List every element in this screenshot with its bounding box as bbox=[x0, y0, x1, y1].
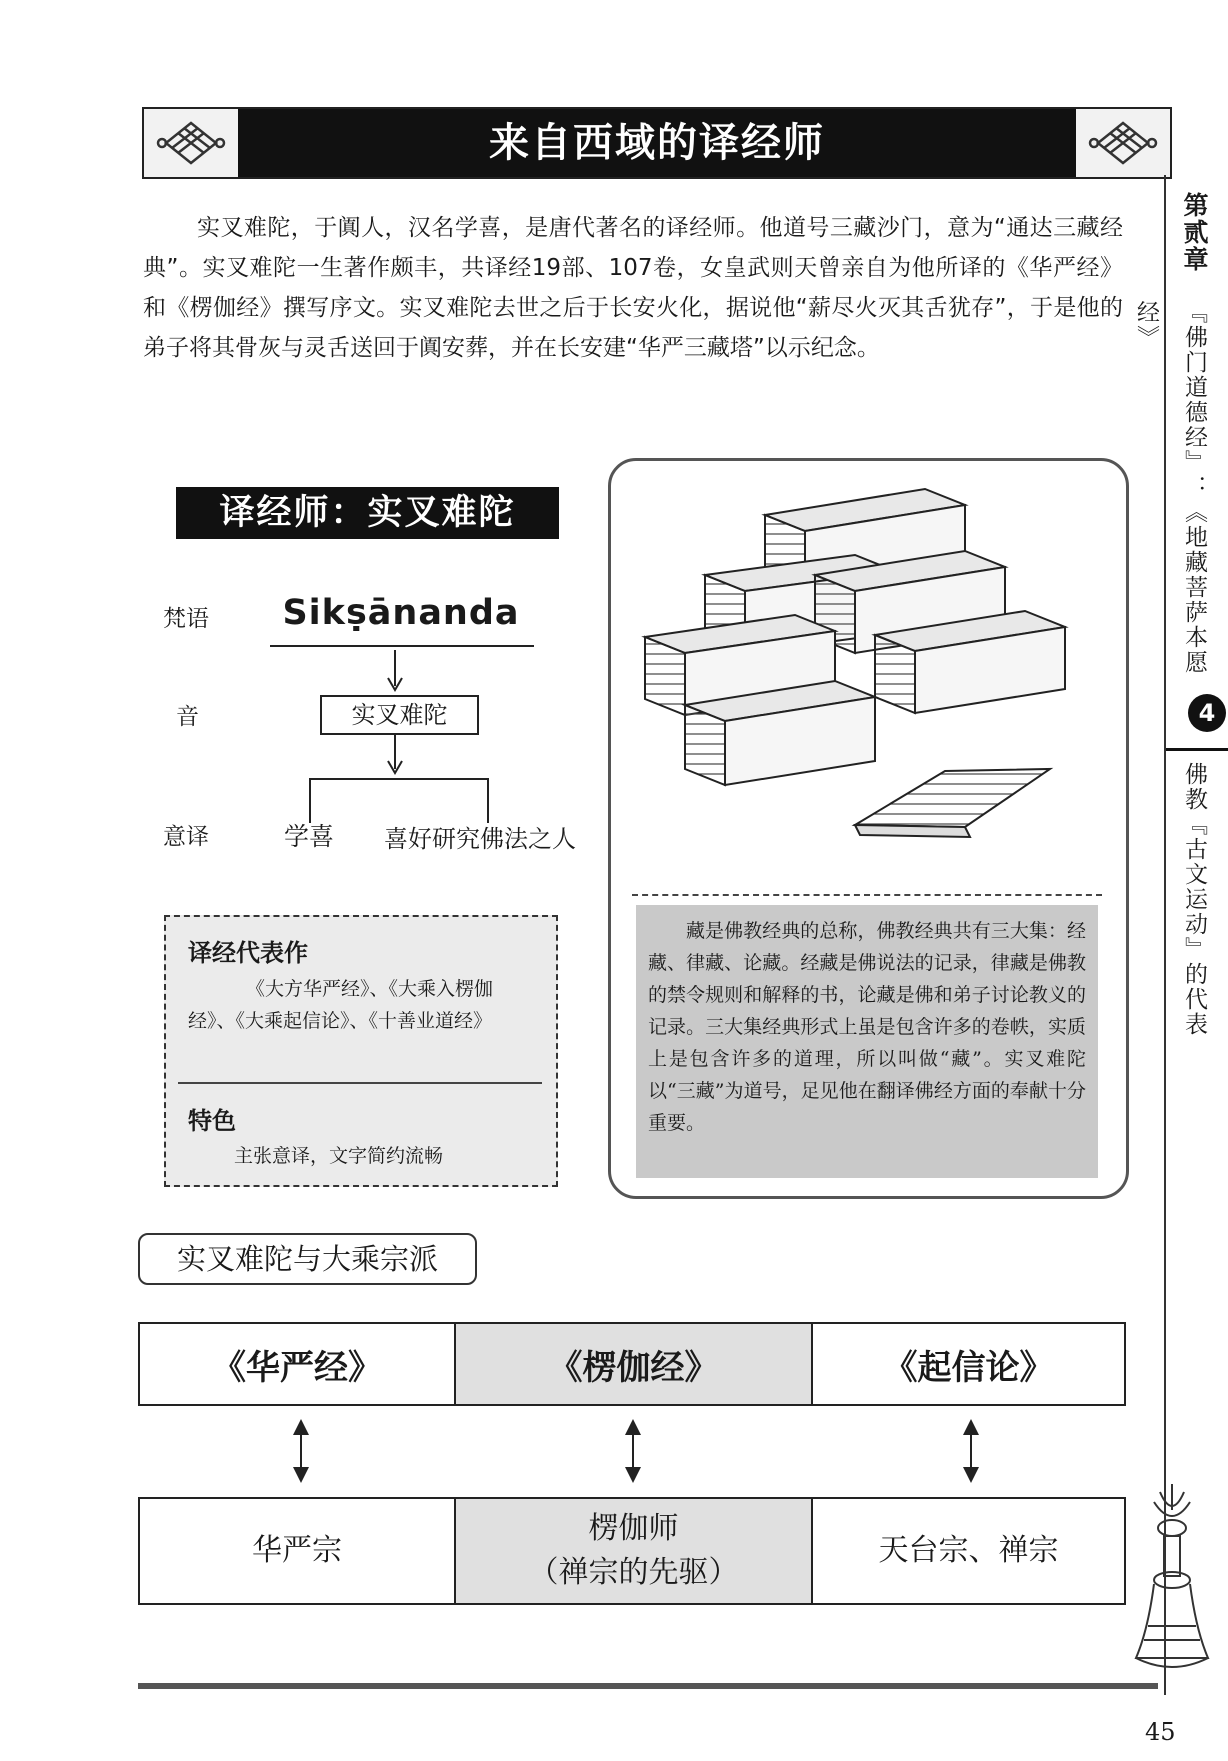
school-cell bbox=[811, 1499, 1124, 1603]
sound-label: 音 bbox=[176, 704, 199, 730]
page-number: 45 bbox=[1145, 1718, 1176, 1746]
meaning-xuexi: 学喜 bbox=[284, 822, 335, 851]
sanzang-caption: 藏是佛教经典的总称，佛教经典共有三大集：经藏、律藏、论藏。经藏是佛说法的记录，律藏是佛教的禁令规则和解释的书，论藏是佛和弟子讨论教义的记录。三大集经典形式上虽是包含许多的卷帙，实质上是包含许多的道理，所以叫做“藏”。实叉难陀以“三藏”为道号，足见他在翻译佛经方面的奉献十分重要。 bbox=[636, 905, 1098, 1178]
translator-header: 译经师：实叉难陀 bbox=[176, 487, 559, 539]
works-title: 译经代表作 bbox=[188, 939, 308, 967]
sutra-cell: 《起信论》 bbox=[811, 1324, 1124, 1404]
double-arrow-icon bbox=[284, 1415, 318, 1487]
endless-knot-icon-left bbox=[144, 109, 238, 177]
sanskrit-label: 梵语 bbox=[163, 606, 209, 632]
school-name: 华严宗 bbox=[252, 1533, 342, 1568]
chinese-name-box: 实叉难陀 bbox=[320, 695, 479, 735]
arrow-down-icon bbox=[380, 733, 410, 777]
school-name: 天台宗、禅宗 bbox=[878, 1533, 1059, 1568]
meaning-label: 意译 bbox=[163, 824, 209, 850]
sanskrit-name: Sikṣānanda bbox=[282, 593, 520, 633]
school-cell bbox=[454, 1499, 811, 1603]
side-section-title: 佛教『古文运动』的代表 bbox=[1181, 762, 1207, 1037]
feature-title: 特色 bbox=[188, 1107, 236, 1135]
side-separator bbox=[1166, 748, 1228, 751]
sutra-boxes-illustration bbox=[625, 475, 1105, 875]
sutra-row bbox=[138, 1322, 1126, 1406]
school-cell bbox=[140, 1499, 454, 1603]
page-title: 来自西域的译经师 bbox=[489, 120, 825, 166]
school-row bbox=[138, 1497, 1126, 1605]
side-rule bbox=[1164, 175, 1166, 1695]
side-chapter: 第贰章 bbox=[1180, 192, 1209, 273]
footer-rule bbox=[138, 1683, 1158, 1689]
chapter-number-badge: 4 bbox=[1188, 694, 1226, 732]
feature-body: 主张意译，文字简约流畅 bbox=[234, 1145, 444, 1167]
section-header: 实叉难陀与大乘宗派 bbox=[138, 1233, 477, 1285]
title-banner bbox=[142, 107, 1172, 179]
school-name: 楞伽师 bbox=[588, 1511, 679, 1546]
works-divider bbox=[178, 1082, 542, 1084]
works-box bbox=[164, 915, 558, 1187]
double-arrow-icon bbox=[616, 1415, 650, 1487]
vajra-bell-icon bbox=[1130, 1480, 1214, 1680]
double-arrow-icon bbox=[954, 1415, 988, 1487]
school-note: （禅宗的先驱） bbox=[528, 1555, 739, 1590]
caption-divider bbox=[632, 894, 1102, 896]
intro-paragraph: 实叉难陀，于阗人，汉名学喜，是唐代著名的译经师。他道号三藏沙门，意为“通达三藏经典”。实叉难陀一生著作颇丰，共译经19部、107卷，女皇武则天曾亲自为他所译的《华严经》和《楞伽经》撰写序文。实叉难陀去世之后于长安火化，据说他“薪尽火灭其舌犹存”，于是他的弟子将其骨灰与灵舌送回于阗安葬，并在长安建“华严三藏塔”以示纪念。 bbox=[143, 215, 1123, 361]
works-list: 《大方华严经》、《大乘入楞伽经》、《大乘起信论》、《十善业道经》 bbox=[188, 978, 494, 1032]
meaning-description: 喜好研究佛法之人 bbox=[384, 825, 576, 853]
sutra-cell: 《华严经》 bbox=[212, 1347, 382, 1388]
sanskrit-underline bbox=[270, 645, 534, 647]
side-chapter-title: 『佛门道德经』：《地藏菩萨本愿经》 bbox=[1133, 300, 1207, 675]
sutra-cell: 《楞伽经》 bbox=[454, 1324, 811, 1404]
arrow-down-icon bbox=[380, 650, 410, 694]
endless-knot-icon-right bbox=[1076, 109, 1170, 177]
